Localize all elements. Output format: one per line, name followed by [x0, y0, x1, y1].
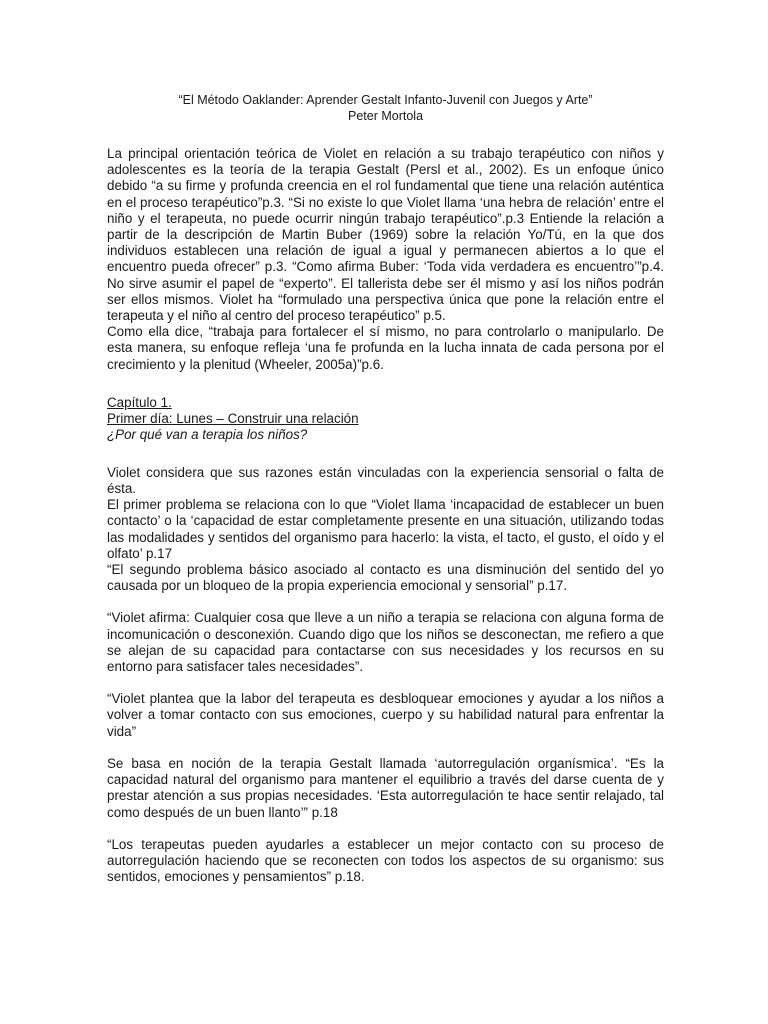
- body-paragraph-1: Violet considera que sus razones están vinculadas con la experiencia sensorial o falta de ésta.: [107, 464, 664, 497]
- body-paragraph-2: El primer problema se relaciona con lo que “Violet llama ‘incapacidad de establecer un buen contacto’ o la ‘capacidad de estar completamente presente en una situación, utilizando todas las modalidades y sentidos del organismo para hacerlo: la vista, el tacto, el gusto, el oído y el olfato’ p.17: [107, 497, 664, 561]
- intro-paragraph-2: Como ella dice, “trabaja para fortalecer el sí mismo, no para controlarlo o manipularlo. De esta manera, su enfoque refleja ‘una fe profunda en la lucha innata de cada persona por el crecimiento y la plenitud (Wheeler, 2005a)”p.6.: [107, 324, 664, 372]
- section-question: ¿Por qué van a terapia los niños?: [107, 426, 308, 442]
- chapter-subtitle: Primer día: Lunes – Construir una relación: [107, 410, 359, 426]
- intro-paragraph: La principal orientación teórica de Violet en relación a su trabajo terapéutico con niños y adolescentes es la teoría de la terapia Gestalt (Persl et al., 2002). Es un enfoque único debido “a su firme y profunda creencia en el rol fundamental que tiene una relación auténtica en el proceso terapéutico”p.3. “Si no existe lo que Violet llama ‘una hebra de relación’ entre el niño y el terapeuta, no puede ocurrir ningún trabajo terapéutico”.p.3 Entiende la relación a partir de la descripción de Martin Buber (1969) sobre la relación Yo/Tú, en la que dos individuos establecen una relación de igual a igual y permanecen abiertos a lo que el encuentro pueda ofrecer” p.3. “Como afirma Buber: ‘Toda vida verdadera es encuentro’”p.4. No sirve asumir el papel de “experto”. El tallerista debe ser él mismo y así los niños podrán ser ellos mismos. Violet ha “formulado una perspectiva única que pone la relación entre el terapeuta y el niño al centro del proceso terapéutico” p.5.: [107, 146, 664, 324]
- body-paragraph-7: “Los terapeutas pueden ayudarles a establecer un mejor contacto con su proceso de autorregulación haciendo que se reconecten con todos los aspectos de su organismo: sus sentidos, emociones y pensamientos” p.18.: [107, 836, 664, 885]
- body-paragraph-3: “El segundo problema básico asociado al contacto es una disminución del sentido del yo causada por un bloqueo de la propia experiencia emocional y sensorial” p.17.: [107, 562, 664, 594]
- document-author: Peter Mortola: [347, 109, 424, 123]
- chapter-heading: [107, 395, 664, 427]
- document-header: [107, 92, 664, 124]
- chapter-title: Capítulo 1.: [107, 394, 172, 410]
- document-title: “El Método Oaklander: Aprender Gestalt Infanto-Juvenil con Juegos y Arte”: [178, 93, 593, 107]
- body-paragraph-5: “Violet plantea que la labor del terapeuta es desbloquear emociones y ayudar a los niños a volver a tomar contacto con sus emociones, cuerpo y su habilidad natural para enfrentar la vida”: [107, 691, 664, 739]
- body-paragraph-4: “Violet afirma: Cualquier cosa que lleve a un niño a terapia se relaciona con alguna forma de incomunicación o desconexión. Cuando digo que los niños se desconectan, me refiero a que se alejan de su capacidad para contactarse con sus necesidades y los recursos en su entorno para satisfacer tales necesidades”.: [107, 610, 664, 675]
- body-paragraph-6: Se basa en noción de la terapia Gestalt llamada ‘autorregulación organísmica’. “Es la capacidad natural del organismo para mantener el equilibrio a través del darse cuenta de y prestar atención a sus propias necesidades. ‘Esta autorregulación te hace sentir relajado, tal como después de un buen llanto’” p.18: [107, 755, 664, 820]
